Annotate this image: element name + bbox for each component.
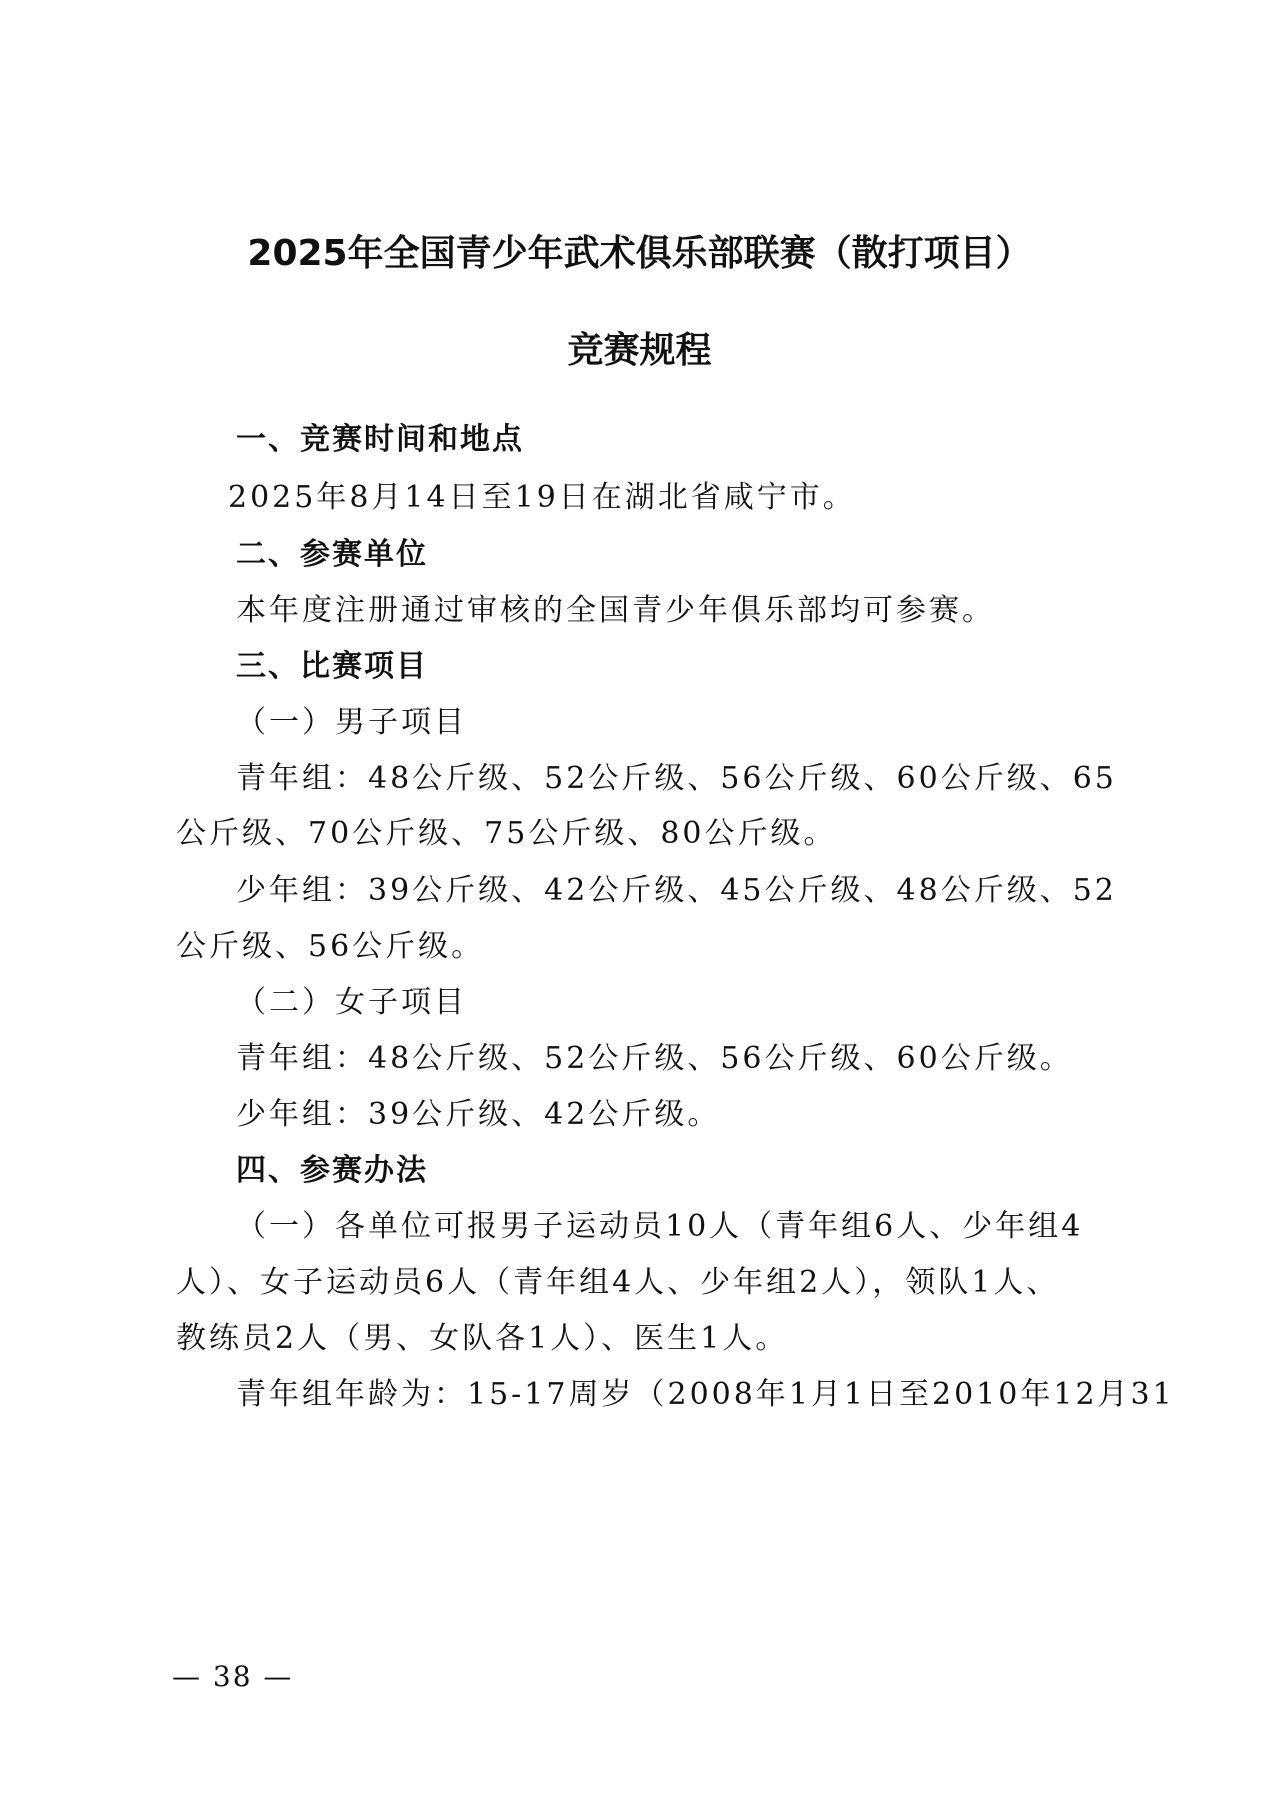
paragraph-men-youth-line-1: 青年组：48公斤级、52公斤级、56公斤级、60公斤级、65	[236, 761, 1117, 796]
document-title: 2025年全国青少年武术俱乐部联赛（散打项目）	[247, 233, 1032, 274]
section-heading-participants: 二、参赛单位	[236, 537, 428, 572]
page-number: — 38 —	[172, 1660, 294, 1693]
paragraph-men-junior-line-2: 公斤级、56公斤级。	[176, 929, 485, 964]
section-heading-entry-rules: 四、参赛办法	[236, 1153, 428, 1188]
paragraph-men-junior-line-1: 少年组：39公斤级、42公斤级、45公斤级、48公斤级、52	[236, 873, 1117, 908]
paragraph-entry-line-1: （一）各单位可报男子运动员10人（青年组6人、少年组4	[236, 1209, 1084, 1244]
paragraph-men-youth-line-2: 公斤级、70公斤级、75公斤级、80公斤级。	[176, 816, 837, 851]
paragraph-women-youth: 青年组：48公斤级、52公斤级、56公斤级、60公斤级。	[236, 1041, 1073, 1076]
paragraph-women-junior: 少年组：39公斤级、42公斤级。	[236, 1097, 721, 1132]
paragraph-time-place: 2025年8月14日至19日在湖北省咸宁市。	[228, 480, 856, 515]
paragraph-youth-age-line-1: 青年组年龄为：15-17周岁（2008年1月1日至2010年12月31	[236, 1377, 1175, 1412]
paragraph-participants: 本年度注册通过审核的全国青少年俱乐部均可参赛。	[236, 593, 995, 628]
paragraph-entry-line-2: 人）、女子运动员6人（青年组4人、少年组2人），领队1人、	[176, 1265, 1060, 1300]
subheading-men-events: （一）男子项目	[236, 705, 467, 740]
document-subtitle: 竞赛规程	[567, 330, 712, 371]
section-heading-events: 三、比赛项目	[236, 649, 428, 684]
section-heading-time-place: 一、竞赛时间和地点	[236, 422, 524, 457]
paragraph-entry-line-3: 教练员2人（男、女队各1人）、医生1人。	[176, 1321, 789, 1356]
subheading-women-events: （二）女子项目	[236, 985, 467, 1020]
